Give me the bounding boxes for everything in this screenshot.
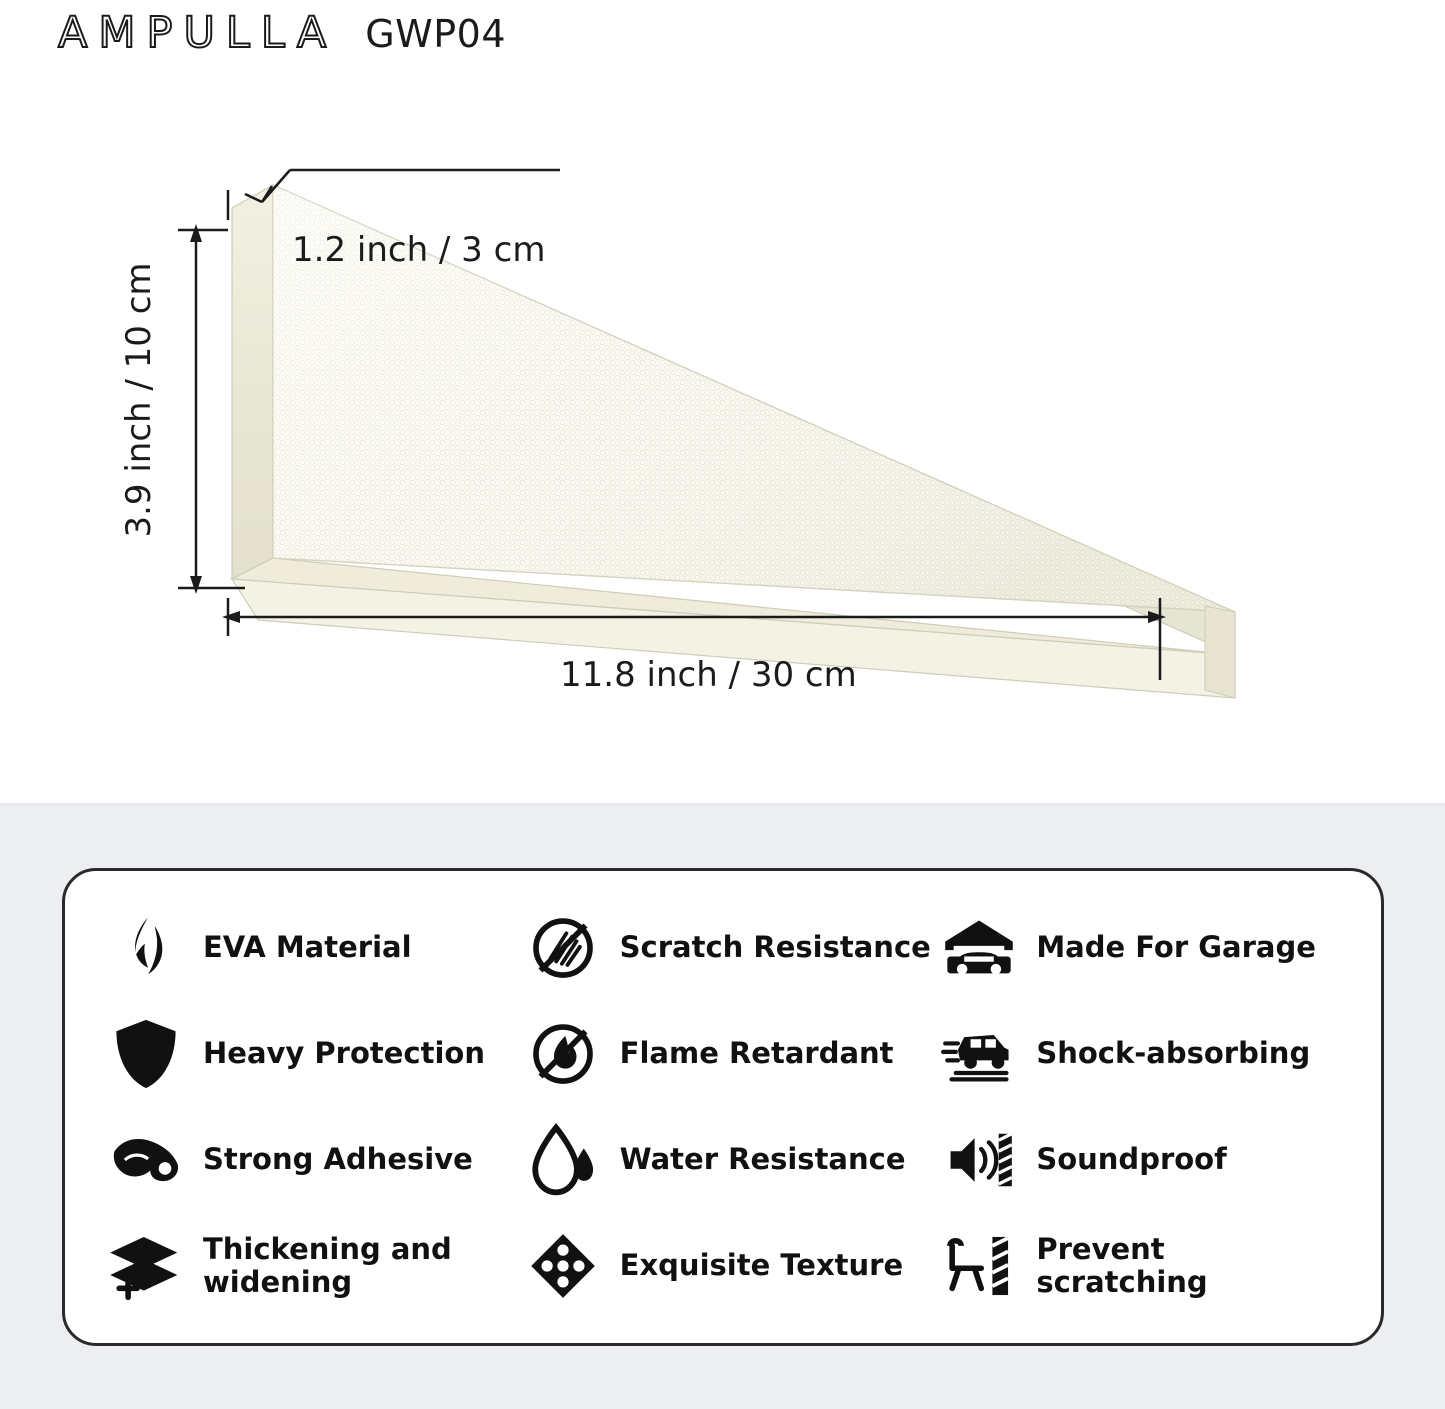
- product-diagram: [0, 90, 1445, 730]
- feature-item: [107, 1227, 524, 1305]
- feature-label: Flame Retardant: [619, 1036, 894, 1071]
- feature-item: [107, 1121, 524, 1199]
- leaf-icon: [107, 909, 185, 987]
- feature-label: Scratch Resistance: [619, 930, 931, 965]
- feature-label: Heavy Protection: [203, 1036, 485, 1071]
- chair-wall-icon: [940, 1227, 1018, 1305]
- brand-row: [58, 8, 506, 58]
- layers-plus-icon: [107, 1227, 185, 1305]
- feature-item: [940, 1015, 1357, 1093]
- feature-item: [940, 1227, 1357, 1305]
- product-illustration: [0, 90, 1445, 730]
- feature-item: [524, 1015, 941, 1093]
- feature-panel: [0, 806, 1445, 1409]
- shield-icon: [107, 1015, 185, 1093]
- feature-label: Thickening and widening: [203, 1231, 452, 1299]
- feature-item: [107, 909, 524, 987]
- feature-label: Shock-absorbing: [1036, 1036, 1311, 1071]
- shock-absorbing-car-icon: [940, 1015, 1018, 1093]
- water-drop-icon: [524, 1121, 602, 1199]
- feature-item: [524, 909, 941, 987]
- feature-item: [940, 1121, 1357, 1199]
- garage-car-icon: [940, 909, 1018, 987]
- feature-label: EVA Material: [203, 930, 412, 965]
- texture-diamond-icon: [524, 1227, 602, 1305]
- feature-label: Soundproof: [1036, 1142, 1227, 1177]
- dimension-height-label: 3.9 inch / 10 cm: [119, 262, 159, 538]
- brand-logo: AMPULLA: [58, 8, 338, 58]
- feature-label: Exquisite Texture: [619, 1248, 904, 1283]
- feature-card: [62, 868, 1384, 1346]
- feature-item: [524, 1227, 941, 1305]
- soundproof-speaker-icon: [940, 1121, 1018, 1199]
- feature-label: Strong Adhesive: [203, 1142, 473, 1177]
- dimension-width-label: 11.8 inch / 30 cm: [560, 655, 857, 695]
- feature-label: Prevent scratching: [1036, 1231, 1208, 1299]
- feature-item: [107, 1015, 524, 1093]
- feature-item: [524, 1121, 941, 1199]
- feature-label: Water Resistance: [619, 1142, 906, 1177]
- strong-arm-icon: [107, 1121, 185, 1199]
- feature-label: Made For Garage: [1036, 930, 1316, 965]
- feature-grid: [107, 895, 1357, 1319]
- flame-retardant-icon: [524, 1015, 602, 1093]
- dimension-thickness-label: 1.2 inch / 3 cm: [292, 230, 546, 270]
- product-model: GWP04: [365, 12, 507, 56]
- scratch-resistance-icon: [524, 909, 602, 987]
- feature-item: [940, 909, 1357, 987]
